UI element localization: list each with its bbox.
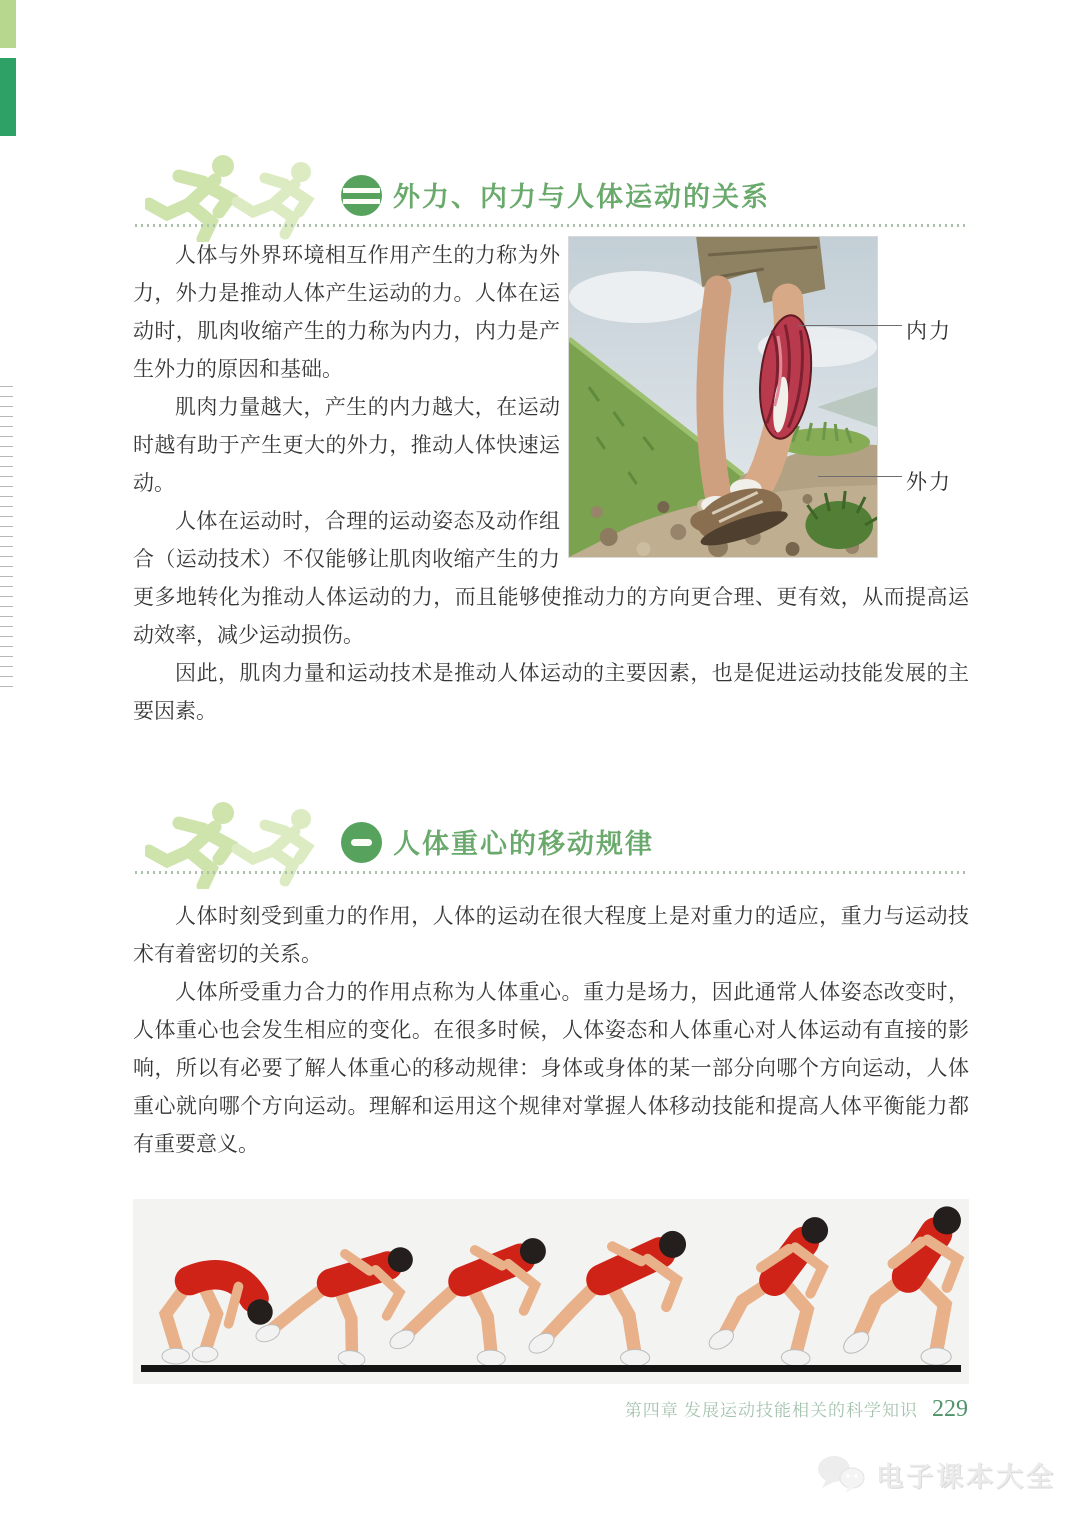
paragraph: 人体时刻受到重力的作用，人体的运动在很大程度上是对重力的适应，重力与运动技术有着密切的关系。 (133, 904, 969, 966)
page-number: 229 (932, 1396, 968, 1422)
edge-ruled-lines (0, 386, 13, 690)
hiker-figure (566, 236, 969, 578)
section2-header (133, 795, 969, 883)
paragraph: 因此，肌肉力量和运动技术是推动人体运动的主要因素，也是促进运动技能发展的主要因素。 (133, 661, 969, 723)
section2-body (133, 897, 969, 1163)
internal-force-leader-line (798, 325, 902, 326)
section1-body (133, 236, 969, 730)
hiker-photo (568, 236, 878, 558)
chapter-title: 第四章 发展运动技能相关的科学知识 (624, 1401, 918, 1420)
paragraph: 肌肉力量越大，产生的内力越大，在运动时越有助于产生更大的外力，推动人体快速运动。 (133, 395, 560, 495)
section-external-internal-force (133, 148, 969, 730)
section-center-of-gravity (133, 795, 969, 1389)
external-force-leader-line (818, 476, 902, 477)
external-force-label: 外力 (906, 470, 952, 494)
section2-title: 人体重心的移动规律 (393, 829, 654, 859)
section1-number-icon (341, 175, 382, 216)
watermark-text: 电子课本大全 (876, 1461, 1056, 1492)
site-watermark (814, 1452, 1056, 1496)
paragraph: 人体与外界环境相互作用产生的力称为外力，外力是推动人体产生运动的力。人体在运动时，肌肉收缩产生的力称为内力，内力是产生外力的原因和基础。 (133, 243, 560, 381)
page-footer (625, 1396, 968, 1423)
running-figures-icon (145, 142, 345, 242)
section1-dotted-rule (135, 224, 969, 227)
ground-line (141, 1365, 961, 1372)
section1-title: 外力、内力与人体运动的关系 (393, 182, 770, 212)
section2-dotted-rule (135, 871, 969, 874)
internal-force-label: 内力 (906, 319, 952, 343)
chat-bubbles-icon (814, 1452, 868, 1496)
paragraph: 人体所受重力合力的作用点称为人体重心。重力是场力，因此通常人体姿态改变时，人体重心也会发生相应的变化。在很多时候，人体姿态和人体重心对人体运动有直接的影响，所以有必要了解人体重心的移动规律：身体或身体的某一部分向哪个方向运动，人体重心就向哪个方向运动。理解和运用这个规律对掌握人体移动技能和提高人体平衡能力都有重要意义。 (133, 980, 969, 1156)
paragraph: 人体在运动时，合理的运动姿态及动作组合（运动技术）不仅能够让肌肉收缩产生的力更多地转化为推动人体运动的力，而且能够使推动力的方向更合理、更有效，从而提高运动效率，减少运动损伤。 (133, 509, 969, 647)
section2-number-icon (341, 822, 382, 863)
running-figures-icon (145, 789, 345, 889)
edge-bar-light (0, 0, 16, 48)
section1-header (133, 148, 969, 236)
edge-bar-dark (0, 58, 16, 136)
sprint-sequence-figure (133, 1199, 969, 1384)
